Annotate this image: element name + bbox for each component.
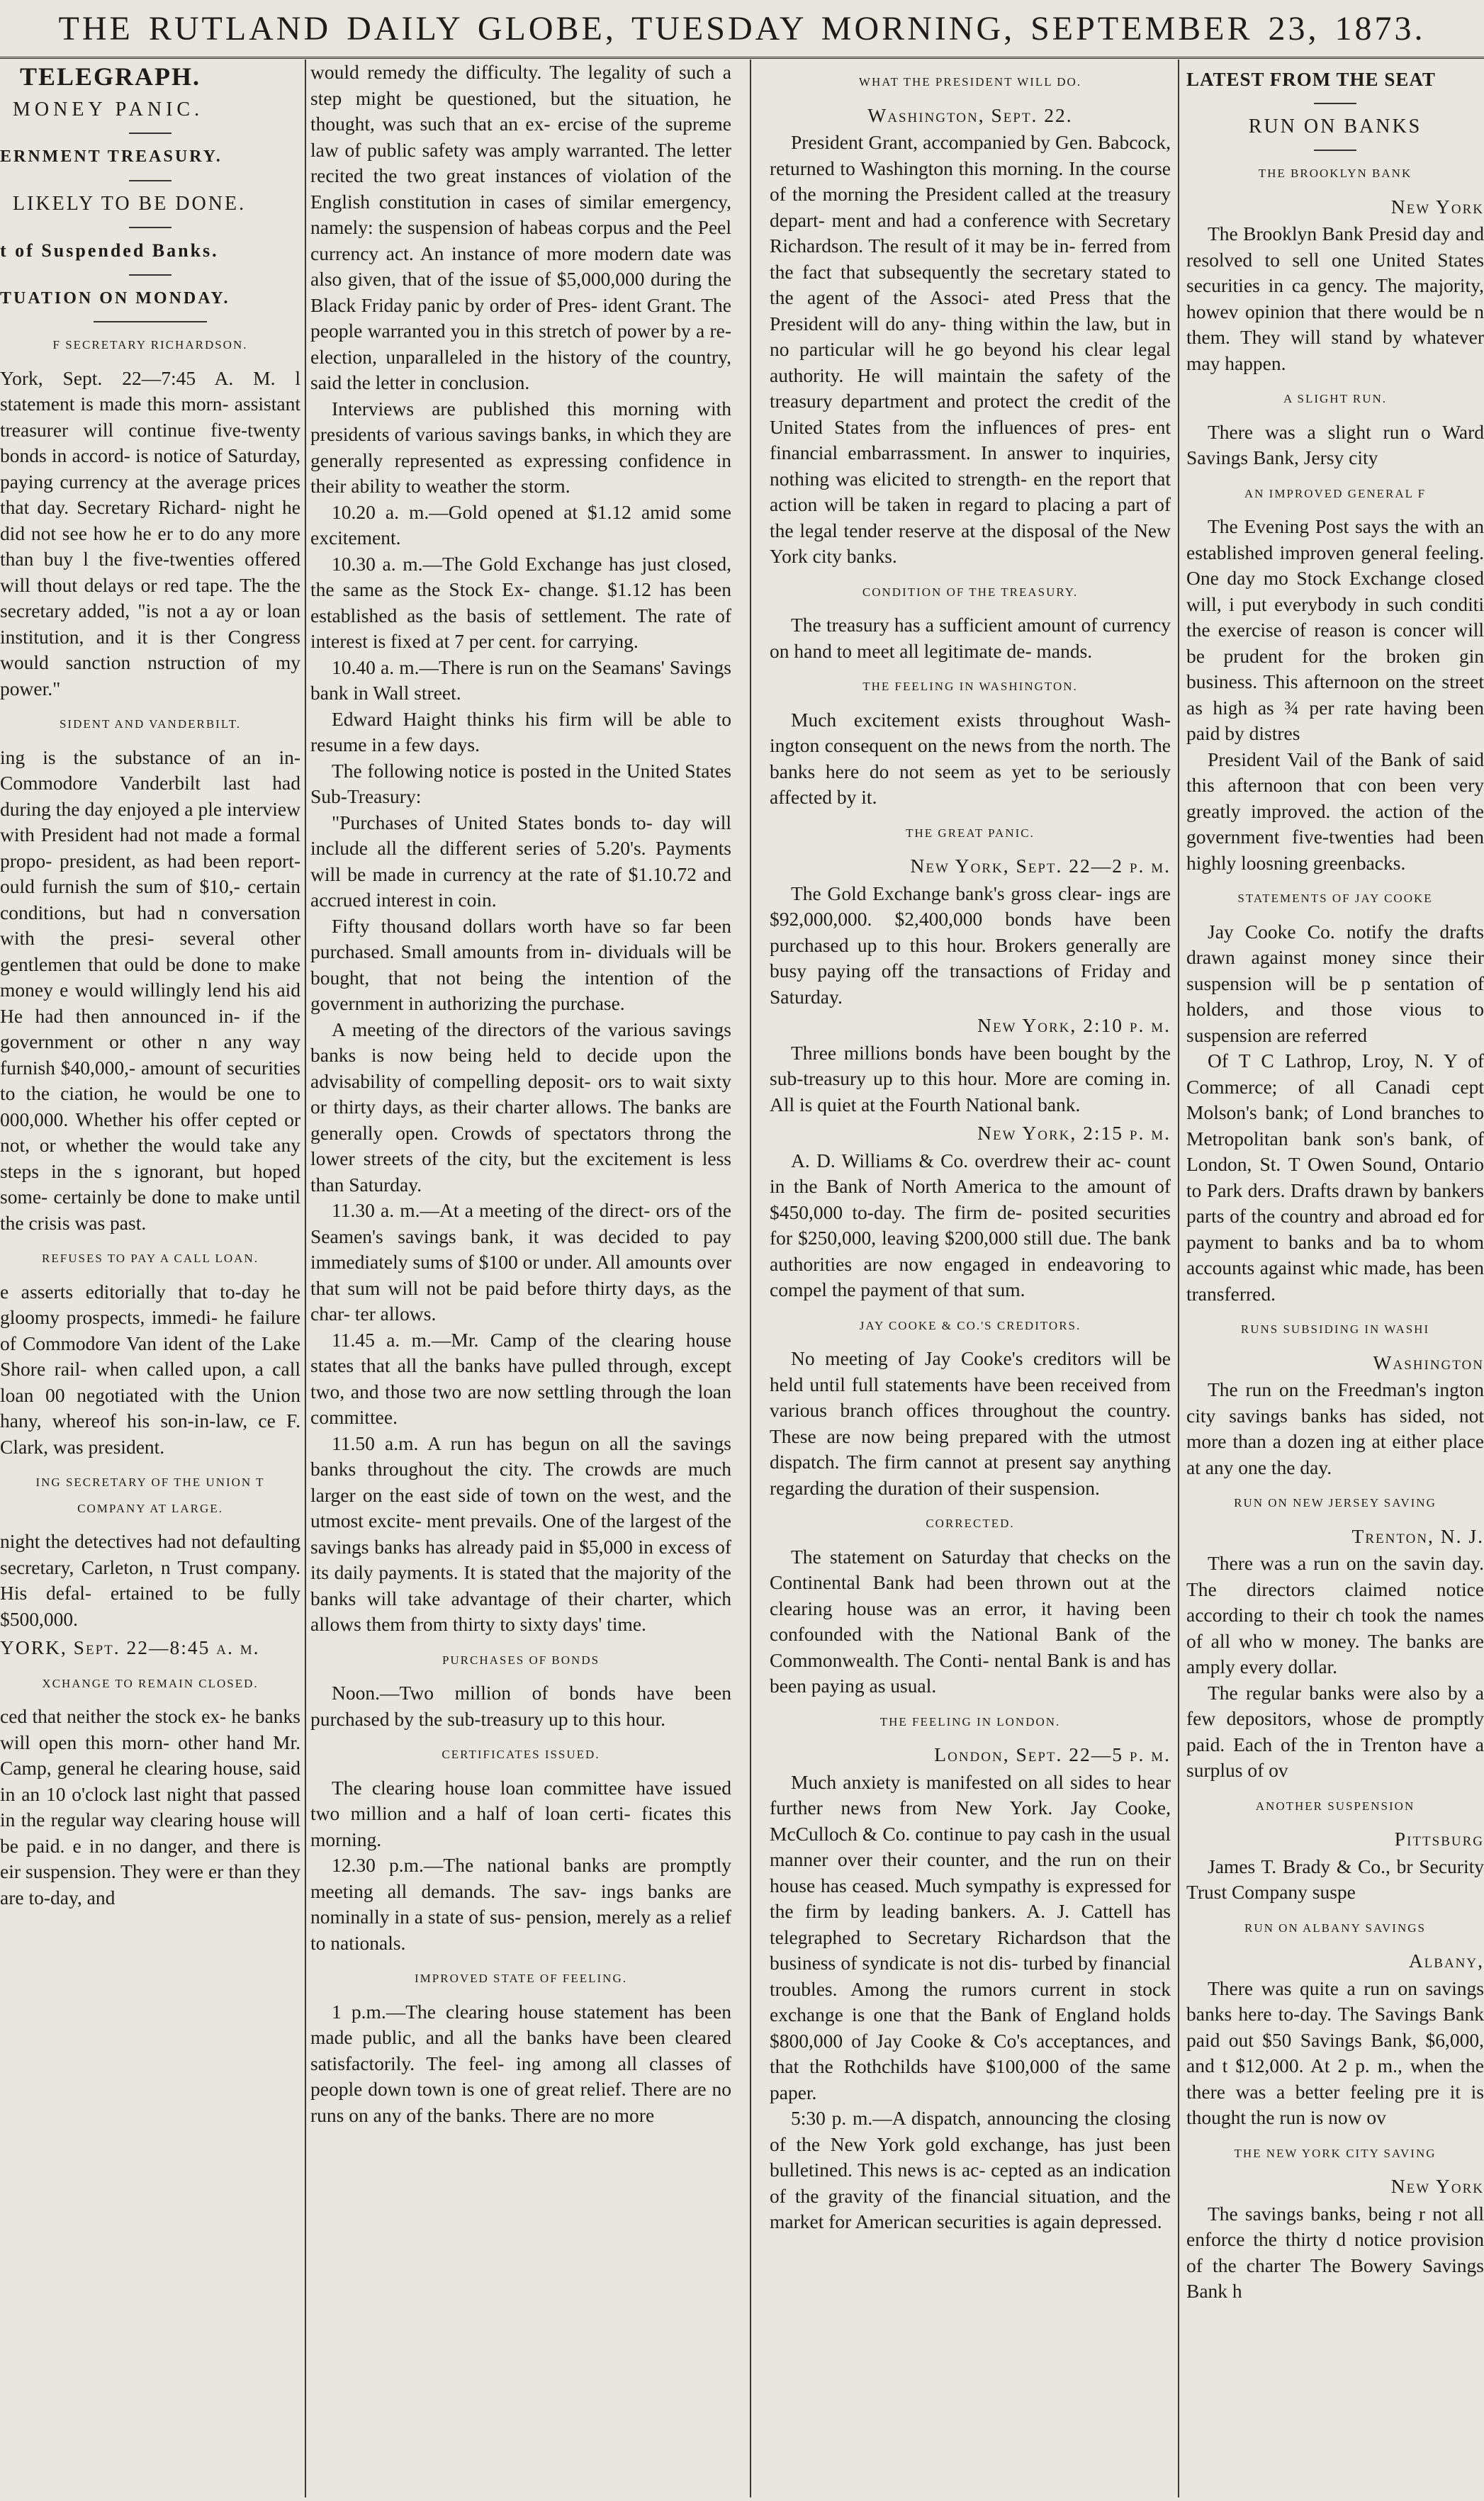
section-heading: AN IMPROVED GENERAL F (1244, 486, 1427, 500)
run-on-banks-heading: RUN ON BANKS (1248, 115, 1422, 137)
likely-heading: LIKELY TO BE DONE. (13, 192, 247, 215)
article-paragraph: 12.30 p.m.—The national banks are promptly meeting all demands. The sav- ings banks are nominally in a state of sus- pension, merely as a relief to nationals. (310, 1854, 731, 1954)
section-heading: CONDITION OF THE TREASURY. (862, 585, 1079, 599)
dateline: New York, 2:15 p. m. (977, 1122, 1171, 1144)
section-heading: XCHANGE TO REMAIN CLOSED. (42, 1676, 259, 1690)
section-heading: RUN ON ALBANY SAVINGS (1244, 1921, 1426, 1935)
article-paragraph: Much anxiety is manifested on all sides to hear further news from New York. Jay Cooke, McCulloch & Co. continue to pay cash in the usual manner over their counter, and the run on their house has ceased. Much sympathy is expressed for the firm by leading bankers. A. J. Cattell has telegraphed to Secretary Richardson that the business of syndicate is not dis- turbed by financial troubles. Among the rumors current in stock exchange is one that the Bank of England holds $800,000 of Jay Cooke & Co's acceptances, and that the Rothchilds have $100,000 of the same paper. (770, 1770, 1171, 2103)
article-paragraph: The statement on Saturday that checks on the Continental Bank had been thrown out at the clearing house was an error, it having been confounded with the National Bank of the Commonwealth. The Conti- nental Bank is and has been paying as usual. (770, 1545, 1171, 1697)
article-paragraph: The Gold Exchange bank's gross clear- ings are $92,000,000. $2,400,000 bonds have been purchased up to this hour. Brokers generally are busy paying off the transactions of Friday and Saturday. (770, 882, 1171, 1008)
divider (1314, 150, 1356, 151)
section-heading: IMPROVED STATE OF FEELING. (415, 1972, 627, 1985)
section-heading: JAY COOKE & CO.'S CREDITORS. (859, 1318, 1081, 1332)
article-paragraph: The following notice is posted in the United States Sub-Treasury: (310, 759, 731, 807)
section-heading: THE GREAT PANIC. (906, 826, 1035, 840)
dateline: Trenton, N. J. (1351, 1524, 1484, 1547)
section-heading: SIDENT AND VANDERBILT. (59, 717, 242, 731)
dateline: New York (1390, 195, 1484, 218)
section-heading: REFUSES TO PAY A CALL LOAN. (42, 1252, 259, 1265)
section-heading: RUNS SUBSIDING IN WASHI (1240, 1322, 1430, 1336)
dateline: Washington, Sept. 22. (867, 103, 1073, 126)
section-heading: THE FEELING IN LONDON. (879, 1714, 1061, 1729)
dateline: Pittsburg (1394, 1828, 1484, 1850)
article-paragraph: The clearing house loan committee have issued two million and a half of loan certi- ficates this morning. (310, 1776, 731, 1850)
section-heading: STATEMENTS OF JAY COOKE (1237, 892, 1433, 905)
article-paragraph: The treasury has a sufficient amount of currency on hand to meet all legitimate de- mands. (770, 614, 1171, 662)
article-paragraph: James T. Brady & Co., br Security Trust Company suspe (1186, 1855, 1484, 1903)
section-heading: RUN ON NEW JERSEY SAVING (1234, 1496, 1437, 1510)
article-paragraph: A. D. Williams & Co. overdrew their ac- count in the Bank of North America to the amount of $450,000 to-day. The firm de- posited securities for $250,000, leaving $200,000 still due. The bank authorities are now engaged in endeavoring to compel the payment of that sum. (770, 1149, 1171, 1300)
article-paragraph: There was a run on the savin day. The directors claimed notice according to their ch took the names of all who w money. The banks are amply every dollar. (1186, 1552, 1484, 1677)
article-paragraph: The Evening Post says the with an established improven general feeling. One day mo Stock Exchange closed will, i put everybody in such conditi the exercise of reason is concer will be prudent for the broken gin business. This afternoon on the street as high as ¾ per rate having been paid by distres (1186, 515, 1484, 744)
article-paragraph: 11.45 a. m.—Mr. Camp of the clearing house states that all the banks have pulled through, except two, and those two are now settling through the loan committee. (310, 1328, 731, 1428)
dateline: YORK, Sept. 22—8:45 a. m. (0, 1636, 260, 1658)
article-paragraph: The savings banks, being r not all enforce the thirty d notice provision of the charter The Bowery Savings Bank h (1186, 2202, 1484, 2302)
dateline: New York, Sept. 22—2 p. m. (910, 855, 1171, 877)
article-paragraph: ing is the substance of an in- Commodore Vanderbilt last had during the day enjoyed a ple interview with President had not made a formal propo- president, as had been report- ould furnish the sum of $10,- certain conditions, but had n conversation with the presi- several other gentlemen that ould be done to make money e would willingly lend his aid He had then announced in- if the government or other n any way furnish $40,000,- amount of securities to the ciation, he would be one to 000,000. Whether his offer cepted or not, or whether the would take any steps in the s ignorant, but hoped some- certainly be done to make until the crisis was past. (0, 746, 300, 1234)
section-heading: THE FEELING IN WASHINGTON. (862, 680, 1078, 693)
article-paragraph: "Purchases of United States bonds to- day will include all the different series of 5.20's. Payments will be made in currency at the rate of $1.10.72 and accrued interest in coin. (310, 811, 731, 911)
section-heading: WHAT THE PRESIDENT WILL DO. (858, 75, 1082, 89)
article-paragraph: No meeting of Jay Cooke's creditors will be held until full statements have been received from various branch offices throughout the country. These are now being prepared with the utmost dispatch. The firm cannot at present say anything regarding the duration of their suspension. (770, 1347, 1171, 1499)
article-paragraph: President Vail of the Bank of said this afternoon that con been very greatly improved. the action of the government five-twenties had been highly loosning greenbacks. (1186, 748, 1484, 874)
telegraph-heading: TELEGRAPH. (20, 62, 201, 91)
situation-heading: TUATION ON MONDAY. (0, 288, 230, 308)
column-3 (770, 60, 1171, 2497)
article-paragraph: Of T C Lathrop, Lroy, N. Y of Commerce; of all Canadi cept Molson's bank; of Lond branches to Metropolitan bank son's bank, of London, St. T Owen Sound, Ontario to Park ders. Drafts drawn by bankers parts of the country and abroad ed for payment to banks and ba to whom accounts against whic made, has been transferred. (1186, 1050, 1484, 1305)
suspended-banks-heading: t of Suspended Banks. (0, 240, 219, 261)
column-4 (1186, 60, 1484, 2497)
article-paragraph: The Brooklyn Bank Presid day and resolved to sell one United States securities in ca gency. The majority, howev opinion that there would be n them. They will stand by whatever may happen. (1186, 223, 1484, 374)
divider (129, 180, 172, 181)
divider (1314, 103, 1356, 104)
article-paragraph: York, Sept. 22—7:45 A. M. l statement is made this morn- assistant treasurer will continue five-twenty bonds in accord- is notice of Saturday, paying currency at the average prices that day. Secretary Richard- night he did not see how he er to do any more than buy l the five-twenties offered will thout delays or red tape. The the secretary added, "is not a ay or loan institution, and it is ther Congress would sanction nstruction of my power." (0, 366, 300, 699)
section-heading: THE BROOKLYN BANK (1258, 167, 1412, 180)
column-1 (0, 60, 300, 2497)
article-paragraph: Interviews are published this morning with presidents of various savings banks, in which they are generally represented as expressing confidence in their ability to weather the storm. (310, 397, 731, 497)
article-paragraph: There was a slight run o Ward Savings Bank, Jersy city (1186, 420, 1484, 468)
article-paragraph: 5:30 p. m.—A dispatch, announcing the closing of the New York gold exchange, has just been bulletined. This news is ac- cepted as an indication of the gravity of the financial situation, and the market for American securities is again depressed. (770, 2107, 1171, 2232)
column-2 (310, 60, 731, 2497)
section-heading: CORRECTED. (926, 1517, 1015, 1530)
article-paragraph: would remedy the difficulty. The legality of such a step might be questioned, but the situation, he thought, was such that an ex- ercise of the supreme law of public safety was amply warranted. The letter recited the two great instances of violation of the English constitution in cases of similar emergency, namely: the suspension of habeas corpus and the Peel currency act. An instance of more modern date was also given, that of the issue of $5,000,000 during the Black Friday panic by order of Pres- ident Grant. The people warranted you in this stretch of power by a re-election, unparalleled in the history of the country, said the letter in conclusion. (310, 61, 731, 393)
article-paragraph: The run on the Freedman's ington city savings banks has sided, not more than a dozen ing at either place at any one the day. (1186, 1378, 1484, 1478)
section-heading: ANOTHER SUSPENSION (1255, 1799, 1415, 1813)
article-paragraph: 10.30 a. m.—The Gold Exchange has just closed, the same as the Stock Ex- change. $1.12 has been established as the basis of settlement. The rate of interest is fixed at 7 per cent. for carrying. (310, 552, 731, 652)
article-paragraph: President Grant, accompanied by Gen. Babcock, returned to Washington this morning. In the course of the morning the President called at the treasury depart- ment and had a conference with Secretary Richardson. The result of it may be in- ferred from the fact that subsequently the secretary stated to the agent of the Associ- ated Press that the President will do any- thing within the law, but in no particular will he go beyond his clear legal authority. He will maintain the safety of the treasury department and protect the credit of the United States from the influences of pres- ent financial embarrassment. In answer to inquiries, nothing was elicited to strength- en the report that action will be taken in regard to placing a part of the legal tender reserve at the disposal of the New York city banks. (770, 131, 1171, 567)
article-paragraph: ced that neither the stock ex- he banks will open this morn- other hand Mr. Camp, general he clearing house, said in an 10 o'clock last night that passed in the regular way clearing house will be paid. e in no danger, and there is eir suspension. They were er than they are to-day, and (0, 1705, 300, 1909)
article-paragraph: Fifty thousand dollars worth have so far been purchased. Small amounts from in- dividuals will be bought, that not being the intention of the government in authorizing the purchase. (310, 914, 731, 1014)
article-paragraph: Noon.—Two million of bonds have been purchased by the sub-treasury up to this hour. (310, 1682, 731, 1730)
article-paragraph: There was quite a run on savings banks here to-day. The Savings Bank paid out $50 Savings Bank, $6,000, and t $12,000. At 2 p. m., when the there was a better feeling pre it is thought the run is now ov (1186, 1977, 1484, 2128)
article-paragraph: 1 p.m.—The clearing house statement has been made public, and all the banks have been cleared satisfactorily. The feel- ing among all classes of people down town is one of great relief. There are no runs on any of the banks. There are no more (310, 2000, 731, 2126)
article-paragraph: The regular banks were also by a few depositors, whose de promptly paid. Each of the in Trenton have a surplus of ov (1186, 1681, 1484, 1781)
article-paragraph: Jay Cooke Co. notify the drafts drawn against money since their suspension will be p sentation of holders, and those vious to suspension are referred (1186, 920, 1484, 1046)
section-heading: PURCHASES OF BONDS (442, 1653, 600, 1667)
section-heading: THE NEW YORK CITY SAVING (1234, 2146, 1437, 2160)
divider (129, 133, 172, 134)
article-paragraph: 10.20 a. m.—Gold opened at $1.12 amid some excitement. (310, 500, 731, 549)
latest-heading: LATEST FROM THE SEAT (1186, 69, 1436, 90)
article-paragraph: Edward Haight thinks his firm will be able to resume in a few days. (310, 707, 731, 755)
divider (94, 321, 207, 322)
dateline: London, Sept. 22—5 p. m. (934, 1743, 1171, 1765)
article-paragraph: A meeting of the directors of the various savings banks is now being held to decide upon the advisability of compelling deposit- ors to wait sixty or thirty days, as their charter allows. The banks are generally open. Crowds of spectators throng the lower streets of the city, but the excitement is less than Saturday. (310, 1018, 731, 1196)
section-heading: CERTIFICATES ISSUED. (442, 1748, 600, 1761)
column-rule (305, 60, 306, 2497)
dateline: Washington (1373, 1351, 1484, 1373)
money-panic-heading: MONEY PANIC. (13, 98, 204, 120)
dateline: New York, 2:10 p. m. (977, 1014, 1171, 1036)
section-heading: F SECRETARY RICHARDSON. (52, 338, 248, 352)
column-rule (750, 60, 751, 2497)
section-heading: A SLIGHT RUN. (1283, 392, 1388, 405)
article-paragraph: night the detectives had not defaulting secretary, Carleton, n Trust company. His defal- ertained to be fully $500,000. (0, 1530, 300, 1630)
treasury-heading: ERNMENT TREASURY. (0, 147, 223, 166)
article-paragraph: e asserts editorially that to-day he gloomy prospects, immedi- he failure of Commodore Van ident of the Lake Shore rail- when called upon, a call loan 00 negotiated with the Union hany, whereof his son-in-law, ce F. Clark, was president. (0, 1280, 300, 1458)
divider (129, 274, 172, 276)
dateline: Albany, (1408, 1950, 1484, 1972)
section-heading: ING SECRETARY OF THE UNION T COMPANY AT LARGE. (35, 1476, 265, 1515)
article-paragraph: 10.40 a. m.—There is run on the Seamans' Savings bank in Wall street. (310, 656, 731, 704)
article-paragraph: Much excitement exists throughout Wash- ington consequent on the news from the north. The banks here do not seem as yet to be seriously affected by it. (770, 708, 1171, 808)
divider (129, 227, 172, 228)
article-paragraph: 11.50 a.m. A run has begun on all the savings banks throughout the city. The crowds are much larger on the east side of town on the west, and the utmost excite- ment prevails. One of the largest of the savings banks has already paid in $5,000 in excess of its daily payments. It is stated that the majority of the banks will take advantage of their charter, which allows them from thirty to sixty days' time. (310, 1432, 731, 1635)
column-rule (1178, 60, 1179, 2497)
masthead: THE RUTLAND DAILY GLOBE, TUESDAY MORNING, SEPTEMBER 23, 1873. (0, 0, 1484, 59)
dateline: New York (1390, 2175, 1484, 2197)
article-paragraph: Three millions bonds have been bought by the sub-treasury up to this hour. More are coming in. All is quiet at the Fourth National bank. (770, 1041, 1171, 1115)
article-paragraph: 11.30 a. m.—At a meeting of the direct- ors of the Seamen's savings bank, it was decided to pay immediately sums of $100 or under. All amounts over that sum will not be paid before thirty days, as the char- ter allows. (310, 1199, 731, 1325)
